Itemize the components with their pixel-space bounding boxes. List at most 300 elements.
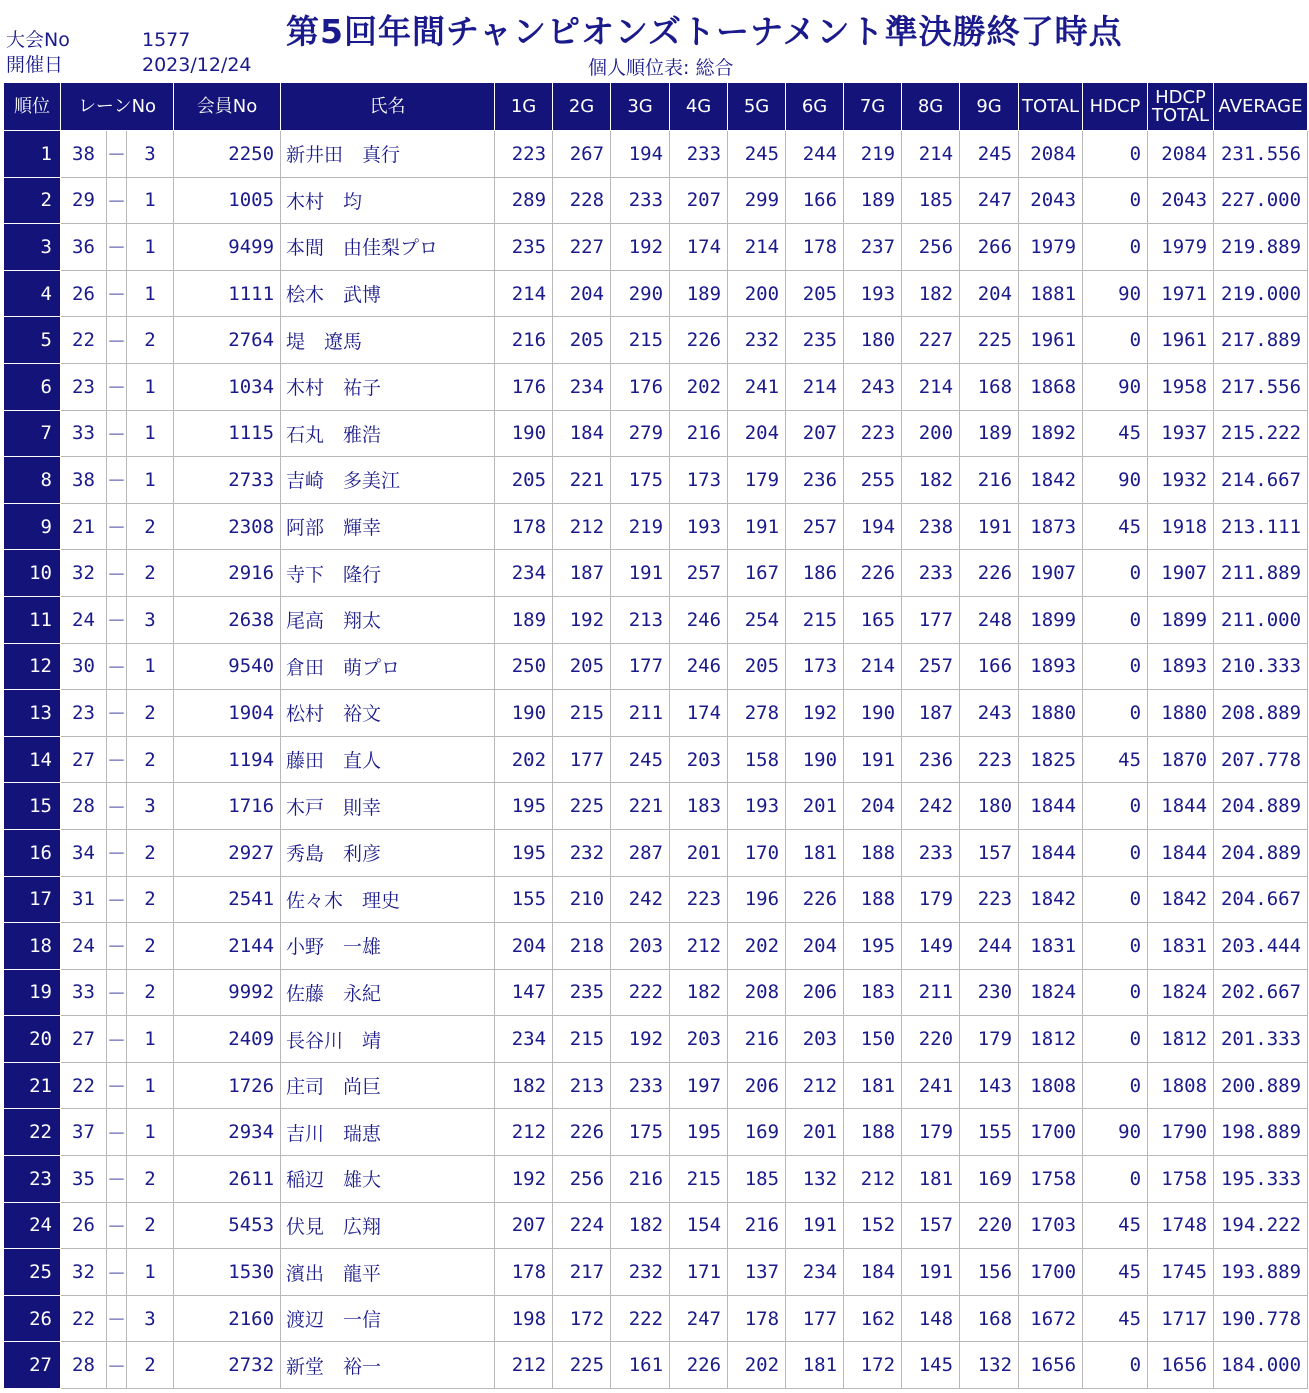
lane-cell: 33 (61, 410, 107, 457)
game-score-cell: 191 (844, 736, 902, 783)
game-score-cell: 174 (670, 224, 728, 271)
game-score-cell: 181 (902, 1156, 960, 1203)
hdcp-total-cell: 1842 (1148, 876, 1214, 923)
game-score-cell: 203 (786, 1016, 844, 1063)
hdcp-cell: 90 (1083, 363, 1148, 410)
game-score-cell: 289 (495, 177, 553, 224)
hdcp-cell: 45 (1083, 1202, 1148, 1249)
hdcp-cell: 0 (1083, 690, 1148, 737)
game-score-cell: 257 (786, 503, 844, 550)
game-score-cell: 214 (786, 363, 844, 410)
total-cell: 1880 (1019, 690, 1083, 737)
game-score-cell: 182 (902, 457, 960, 504)
hdcp-total-cell: 1880 (1148, 690, 1214, 737)
game-score-cell: 214 (902, 363, 960, 410)
game-score-cell: 236 (902, 736, 960, 783)
game-score-cell: 254 (728, 596, 786, 643)
col-header: 7G (844, 83, 902, 131)
game-score-cell: 215 (670, 1156, 728, 1203)
game-score-cell: 207 (786, 410, 844, 457)
game-score-cell: 246 (670, 596, 728, 643)
game-score-cell: 167 (728, 550, 786, 597)
hdcp-total-cell: 1717 (1148, 1295, 1214, 1342)
total-cell: 1700 (1019, 1249, 1083, 1296)
lane-separator-cell: － (107, 876, 127, 923)
lane-separator-cell: － (107, 177, 127, 224)
game-score-cell: 235 (495, 224, 553, 271)
game-score-cell: 242 (611, 876, 670, 923)
game-score-cell: 191 (611, 550, 670, 597)
game-score-cell: 148 (902, 1295, 960, 1342)
hdcp-total-cell: 1971 (1148, 270, 1214, 317)
game-score-cell: 257 (902, 643, 960, 690)
game-score-cell: 177 (553, 736, 611, 783)
game-score-cell: 204 (786, 923, 844, 970)
lane-separator-cell: － (107, 829, 127, 876)
game-score-cell: 256 (902, 224, 960, 271)
lane-separator-cell: － (107, 1249, 127, 1296)
lane-cell: 32 (61, 550, 107, 597)
game-score-cell: 203 (611, 923, 670, 970)
header-row (4, 83, 1308, 131)
game-score-cell: 233 (902, 550, 960, 597)
game-score-cell: 203 (670, 1016, 728, 1063)
hdcp-cell: 0 (1083, 317, 1148, 364)
lane-cell: 21 (61, 503, 107, 550)
game-score-cell: 224 (553, 1202, 611, 1249)
game-score-cell: 201 (786, 783, 844, 830)
game-score-cell: 223 (495, 131, 553, 178)
box-cell: 2 (127, 923, 174, 970)
member-no-cell: 2733 (174, 457, 281, 504)
game-score-cell: 178 (495, 1249, 553, 1296)
game-score-cell: 226 (670, 1342, 728, 1389)
lane-cell: 29 (61, 177, 107, 224)
game-score-cell: 234 (786, 1249, 844, 1296)
game-score-cell: 161 (611, 1342, 670, 1389)
box-cell: 1 (127, 1016, 174, 1063)
hdcp-total-cell: 1824 (1148, 969, 1214, 1016)
rank-cell: 19 (4, 969, 61, 1016)
game-score-cell: 172 (844, 1342, 902, 1389)
game-score-cell: 205 (495, 457, 553, 504)
rank-cell: 7 (4, 410, 61, 457)
game-score-cell: 242 (902, 783, 960, 830)
player-name-cell: 佐藤 永紀 (281, 969, 495, 1016)
total-cell: 1844 (1019, 829, 1083, 876)
game-score-cell: 212 (495, 1342, 553, 1389)
player-name-cell: 小野 一雄 (281, 923, 495, 970)
average-cell: 207.778 (1214, 736, 1308, 783)
game-score-cell: 175 (611, 1109, 670, 1156)
box-cell: 1 (127, 177, 174, 224)
hdcp-total-cell: 1748 (1148, 1202, 1214, 1249)
lane-cell: 26 (61, 1202, 107, 1249)
game-score-cell: 156 (960, 1249, 1019, 1296)
total-cell: 1842 (1019, 457, 1083, 504)
game-score-cell: 218 (553, 923, 611, 970)
average-cell: 198.889 (1214, 1109, 1308, 1156)
game-score-cell: 223 (960, 876, 1019, 923)
game-score-cell: 192 (611, 1016, 670, 1063)
player-name-cell: 濱出 龍平 (281, 1249, 495, 1296)
rank-cell: 16 (4, 829, 61, 876)
lane-cell: 23 (61, 690, 107, 737)
total-cell: 1892 (1019, 410, 1083, 457)
player-name-cell: 松村 裕文 (281, 690, 495, 737)
lane-cell: 32 (61, 1249, 107, 1296)
game-score-cell: 190 (495, 410, 553, 457)
average-cell: 201.333 (1214, 1016, 1308, 1063)
hdcp-cell: 0 (1083, 1016, 1148, 1063)
rank-cell: 14 (4, 736, 61, 783)
game-score-cell: 219 (844, 131, 902, 178)
total-cell: 1979 (1019, 224, 1083, 271)
game-score-cell: 169 (960, 1156, 1019, 1203)
member-no-cell: 9540 (174, 643, 281, 690)
lane-separator-cell: － (107, 596, 127, 643)
col-header: HDCP TOTAL (1148, 83, 1214, 131)
average-cell: 190.778 (1214, 1295, 1308, 1342)
game-score-cell: 185 (728, 1156, 786, 1203)
game-score-cell: 234 (553, 363, 611, 410)
game-score-cell: 208 (728, 969, 786, 1016)
game-score-cell: 187 (553, 550, 611, 597)
lane-cell: 27 (61, 736, 107, 783)
lane-separator-cell: － (107, 1202, 127, 1249)
lane-separator-cell: － (107, 363, 127, 410)
lane-cell: 37 (61, 1109, 107, 1156)
game-score-cell: 175 (611, 457, 670, 504)
game-score-cell: 195 (670, 1109, 728, 1156)
game-score-cell: 245 (728, 131, 786, 178)
box-cell: 2 (127, 876, 174, 923)
rank-cell: 21 (4, 1062, 61, 1109)
game-score-cell: 132 (960, 1342, 1019, 1389)
lane-separator-cell: － (107, 969, 127, 1016)
hdcp-cell: 0 (1083, 969, 1148, 1016)
rank-cell: 1 (4, 131, 61, 178)
rank-cell: 27 (4, 1342, 61, 1389)
hdcp-total-cell: 1893 (1148, 643, 1214, 690)
game-score-cell: 234 (495, 550, 553, 597)
box-cell: 2 (127, 690, 174, 737)
hdcp-cell: 0 (1083, 829, 1148, 876)
game-score-cell: 192 (611, 224, 670, 271)
game-score-cell: 212 (844, 1156, 902, 1203)
lane-separator-cell: － (107, 317, 127, 364)
table-row (4, 1295, 1308, 1342)
game-score-cell: 184 (553, 410, 611, 457)
table-row (4, 1109, 1308, 1156)
game-score-cell: 187 (902, 690, 960, 737)
ranking-table (3, 82, 1308, 1389)
lane-separator-cell: － (107, 923, 127, 970)
game-score-cell: 205 (786, 270, 844, 317)
col-header: 順位 (4, 83, 61, 131)
game-score-cell: 214 (495, 270, 553, 317)
average-cell: 204.667 (1214, 876, 1308, 923)
hdcp-total-cell: 1656 (1148, 1342, 1214, 1389)
total-cell: 1812 (1019, 1016, 1083, 1063)
lane-separator-cell: － (107, 1156, 127, 1203)
game-score-cell: 204 (728, 410, 786, 457)
lane-cell: 24 (61, 596, 107, 643)
col-header: 5G (728, 83, 786, 131)
box-cell: 3 (127, 131, 174, 178)
game-score-cell: 179 (902, 1109, 960, 1156)
rank-cell: 10 (4, 550, 61, 597)
game-score-cell: 204 (844, 783, 902, 830)
game-score-cell: 216 (495, 317, 553, 364)
game-score-cell: 170 (728, 829, 786, 876)
player-name-cell: 秀島 利彦 (281, 829, 495, 876)
player-name-cell: 佐々木 理史 (281, 876, 495, 923)
box-cell: 1 (127, 363, 174, 410)
col-header: 氏名 (281, 83, 495, 131)
total-cell: 1868 (1019, 363, 1083, 410)
lane-cell: 22 (61, 317, 107, 364)
hdcp-total-cell: 2084 (1148, 131, 1214, 178)
average-cell: 200.889 (1214, 1062, 1308, 1109)
game-score-cell: 257 (670, 550, 728, 597)
lane-separator-cell: － (107, 457, 127, 504)
game-score-cell: 174 (670, 690, 728, 737)
lane-separator-cell: － (107, 131, 127, 178)
hdcp-total-cell: 1812 (1148, 1016, 1214, 1063)
hdcp-cell: 0 (1083, 177, 1148, 224)
average-cell: 211.000 (1214, 596, 1308, 643)
lane-separator-cell: － (107, 550, 127, 597)
total-cell: 1873 (1019, 503, 1083, 550)
game-score-cell: 195 (844, 923, 902, 970)
total-cell: 1703 (1019, 1202, 1083, 1249)
member-no-cell: 2409 (174, 1016, 281, 1063)
game-score-cell: 267 (553, 131, 611, 178)
total-cell: 1672 (1019, 1295, 1083, 1342)
box-cell: 2 (127, 317, 174, 364)
player-name-cell: 稲辺 雄大 (281, 1156, 495, 1203)
game-score-cell: 155 (960, 1109, 1019, 1156)
game-score-cell: 195 (495, 783, 553, 830)
member-no-cell: 1530 (174, 1249, 281, 1296)
total-cell: 1842 (1019, 876, 1083, 923)
rank-cell: 4 (4, 270, 61, 317)
game-score-cell: 232 (611, 1249, 670, 1296)
average-cell: 227.000 (1214, 177, 1308, 224)
game-score-cell: 200 (902, 410, 960, 457)
hdcp-cell: 0 (1083, 876, 1148, 923)
game-score-cell: 212 (553, 503, 611, 550)
average-cell: 202.667 (1214, 969, 1308, 1016)
game-score-cell: 168 (960, 363, 1019, 410)
game-score-cell: 195 (495, 829, 553, 876)
game-score-cell: 206 (728, 1062, 786, 1109)
table-row (4, 923, 1308, 970)
game-score-cell: 190 (786, 736, 844, 783)
hdcp-cell: 45 (1083, 1295, 1148, 1342)
table-row (4, 690, 1308, 737)
rank-cell: 18 (4, 923, 61, 970)
game-score-cell: 204 (553, 270, 611, 317)
table-row (4, 1062, 1308, 1109)
hdcp-cell: 45 (1083, 1249, 1148, 1296)
game-score-cell: 207 (495, 1202, 553, 1249)
game-score-cell: 184 (844, 1249, 902, 1296)
game-score-cell: 225 (960, 317, 1019, 364)
box-cell: 2 (127, 969, 174, 1016)
table-row (4, 457, 1308, 504)
average-cell: 184.000 (1214, 1342, 1308, 1389)
game-score-cell: 216 (960, 457, 1019, 504)
game-score-cell: 232 (553, 829, 611, 876)
game-score-cell: 192 (495, 1156, 553, 1203)
average-cell: 217.889 (1214, 317, 1308, 364)
member-no-cell: 2144 (174, 923, 281, 970)
rank-cell: 6 (4, 363, 61, 410)
game-score-cell: 204 (495, 923, 553, 970)
table-row (4, 829, 1308, 876)
game-score-cell: 188 (844, 1109, 902, 1156)
game-score-cell: 212 (495, 1109, 553, 1156)
game-score-cell: 256 (553, 1156, 611, 1203)
lane-cell: 34 (61, 829, 107, 876)
member-no-cell: 1904 (174, 690, 281, 737)
game-score-cell: 200 (728, 270, 786, 317)
game-score-cell: 194 (844, 503, 902, 550)
hdcp-cell: 90 (1083, 457, 1148, 504)
game-score-cell: 180 (844, 317, 902, 364)
game-score-cell: 143 (960, 1062, 1019, 1109)
game-score-cell: 198 (495, 1295, 553, 1342)
rank-cell: 12 (4, 643, 61, 690)
game-score-cell: 234 (495, 1016, 553, 1063)
event-number-line (6, 28, 190, 52)
col-header: 2G (553, 83, 611, 131)
total-cell: 1808 (1019, 1062, 1083, 1109)
player-name-cell: 伏見 広翔 (281, 1202, 495, 1249)
col-header: 会員No (174, 83, 281, 131)
average-cell: 231.556 (1214, 131, 1308, 178)
game-score-cell: 225 (553, 783, 611, 830)
member-no-cell: 1194 (174, 736, 281, 783)
total-cell: 1758 (1019, 1156, 1083, 1203)
box-cell: 1 (127, 1062, 174, 1109)
lane-cell: 28 (61, 783, 107, 830)
lane-separator-cell: － (107, 503, 127, 550)
lane-separator-cell: － (107, 783, 127, 830)
game-score-cell: 182 (902, 270, 960, 317)
rank-cell: 23 (4, 1156, 61, 1203)
game-score-cell: 216 (728, 1202, 786, 1249)
box-cell: 1 (127, 1109, 174, 1156)
hdcp-total-cell: 1932 (1148, 457, 1214, 504)
hdcp-cell: 0 (1083, 224, 1148, 271)
game-score-cell: 226 (553, 1109, 611, 1156)
lane-separator-cell: － (107, 1016, 127, 1063)
rank-cell: 20 (4, 1016, 61, 1063)
player-name-cell: 新井田 真行 (281, 131, 495, 178)
lane-cell: 26 (61, 270, 107, 317)
game-score-cell: 245 (611, 736, 670, 783)
lane-cell: 35 (61, 1156, 107, 1203)
average-cell: 204.889 (1214, 783, 1308, 830)
hdcp-cell: 90 (1083, 1109, 1148, 1156)
game-score-cell: 182 (670, 969, 728, 1016)
game-score-cell: 172 (553, 1295, 611, 1342)
player-name-cell: 堤 遼馬 (281, 317, 495, 364)
game-score-cell: 237 (844, 224, 902, 271)
average-cell: 210.333 (1214, 643, 1308, 690)
table-row (4, 1202, 1308, 1249)
member-no-cell: 1034 (174, 363, 281, 410)
game-score-cell: 169 (728, 1109, 786, 1156)
game-score-cell: 215 (786, 596, 844, 643)
table-row (4, 317, 1308, 364)
game-score-cell: 233 (902, 829, 960, 876)
average-cell: 214.667 (1214, 457, 1308, 504)
game-score-cell: 215 (553, 1016, 611, 1063)
hdcp-cell: 45 (1083, 410, 1148, 457)
hdcp-total-cell: 1870 (1148, 736, 1214, 783)
table-row (4, 1156, 1308, 1203)
player-name-cell: 本間 由佳梨プロ (281, 224, 495, 271)
lane-cell: 22 (61, 1062, 107, 1109)
hdcp-cell: 0 (1083, 783, 1148, 830)
game-score-cell: 227 (553, 224, 611, 271)
game-score-cell: 235 (786, 317, 844, 364)
rank-cell: 17 (4, 876, 61, 923)
average-cell: 217.556 (1214, 363, 1308, 410)
hdcp-cell: 0 (1083, 131, 1148, 178)
game-score-cell: 158 (728, 736, 786, 783)
total-cell: 1893 (1019, 643, 1083, 690)
game-score-cell: 210 (553, 876, 611, 923)
hdcp-cell: 0 (1083, 643, 1148, 690)
table-row (4, 177, 1308, 224)
table-row (4, 1342, 1308, 1389)
game-score-cell: 255 (844, 457, 902, 504)
member-no-cell: 9499 (174, 224, 281, 271)
lane-separator-cell: － (107, 736, 127, 783)
table-row (4, 969, 1308, 1016)
game-score-cell: 166 (960, 643, 1019, 690)
member-no-cell: 1111 (174, 270, 281, 317)
game-score-cell: 241 (728, 363, 786, 410)
game-score-cell: 223 (960, 736, 1019, 783)
total-cell: 1899 (1019, 596, 1083, 643)
game-score-cell: 181 (844, 1062, 902, 1109)
table-row (4, 550, 1308, 597)
hdcp-cell: 45 (1083, 736, 1148, 783)
game-score-cell: 202 (728, 923, 786, 970)
game-score-cell: 193 (728, 783, 786, 830)
lane-separator-cell: － (107, 224, 127, 271)
table-row (4, 1249, 1308, 1296)
lane-separator-cell: － (107, 270, 127, 317)
game-score-cell: 219 (611, 503, 670, 550)
game-score-cell: 233 (670, 131, 728, 178)
lane-cell: 36 (61, 224, 107, 271)
member-no-cell: 2927 (174, 829, 281, 876)
hdcp-total-cell: 1844 (1148, 783, 1214, 830)
lane-cell: 27 (61, 1016, 107, 1063)
total-cell: 1907 (1019, 550, 1083, 597)
rank-cell: 8 (4, 457, 61, 504)
game-score-cell: 279 (611, 410, 670, 457)
hdcp-total-cell: 1899 (1148, 596, 1214, 643)
game-score-cell: 247 (670, 1295, 728, 1342)
